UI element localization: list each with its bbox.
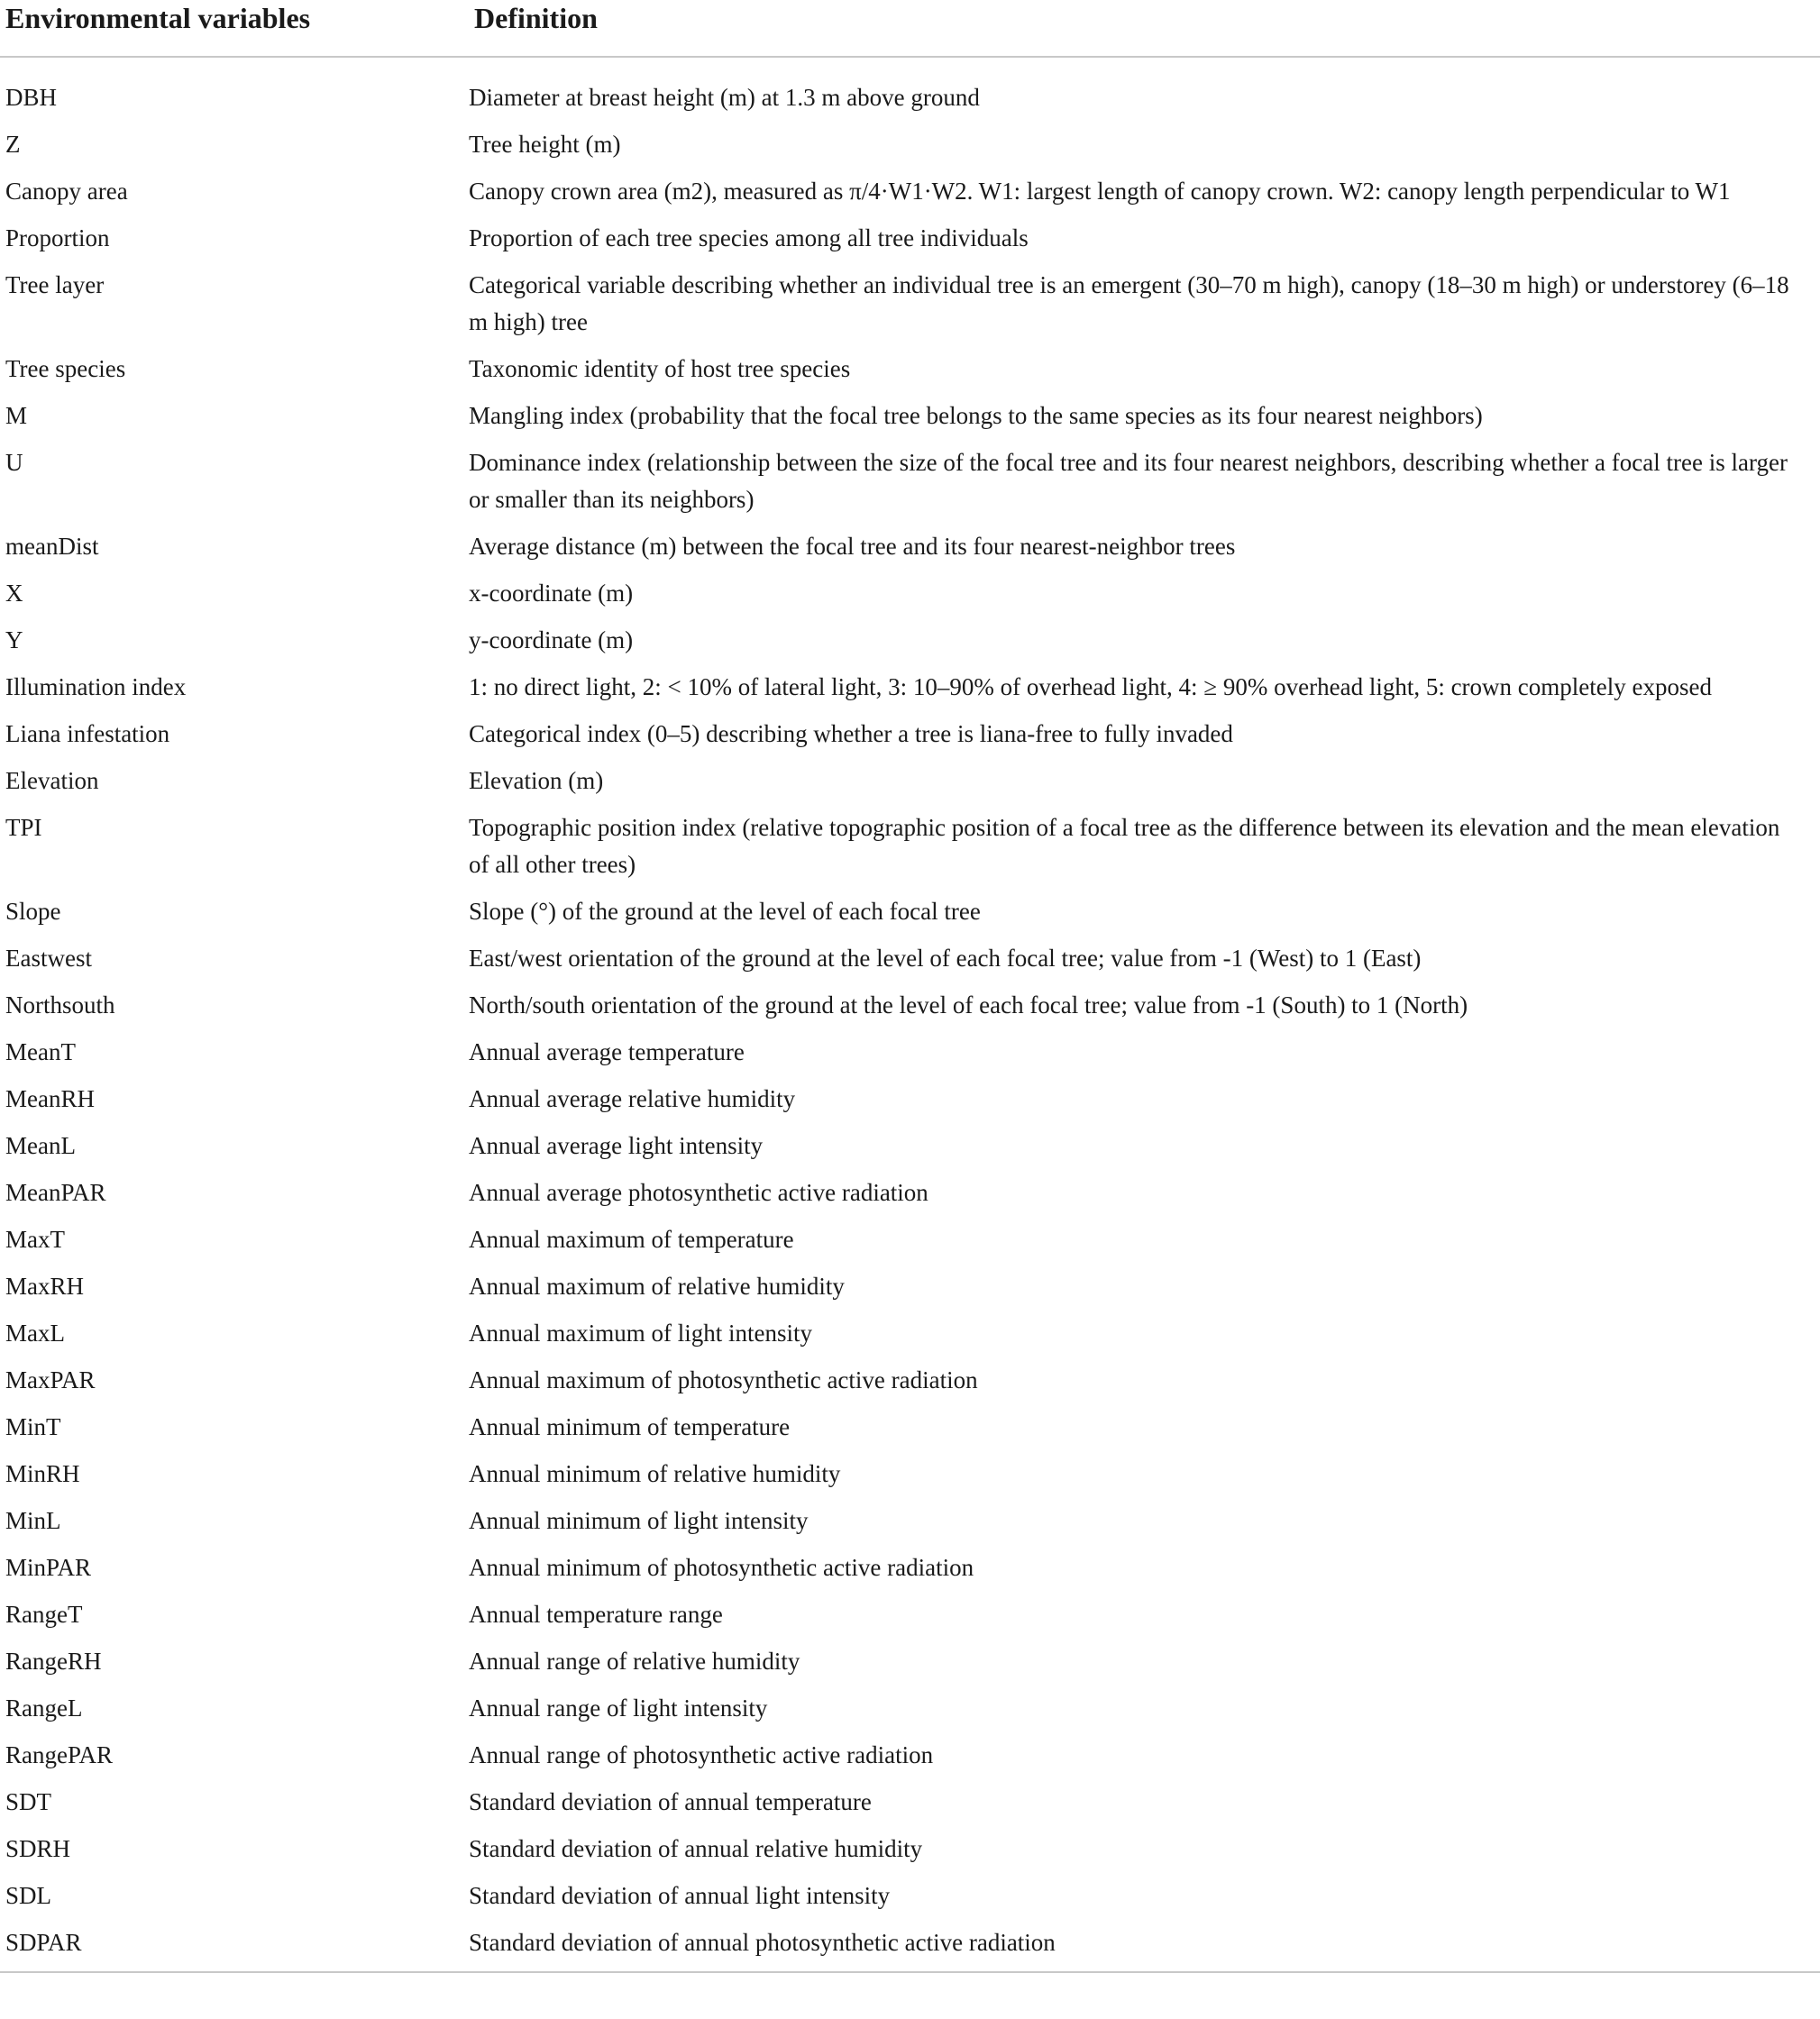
variable-name-cell: SDPAR (5, 1929, 82, 1956)
table-row (0, 575, 1820, 622)
variable-name-cell: MeanT (5, 1038, 76, 1065)
variable-name-cell: MeanL (5, 1132, 76, 1159)
header-environmental-variables: Environmental variables (5, 2, 311, 34)
bottom-rule (0, 1972, 1820, 1982)
variable-name-cell: TPI (5, 814, 42, 841)
table-row (0, 1596, 1820, 1643)
table-row (0, 444, 1820, 528)
definition-cell: Annual minimum of light intensity (469, 1507, 809, 1534)
definition-cell: East/west orientation of the ground at the level of each focal tree; value from -1 (West) to 1 (East) (469, 945, 1422, 972)
table-row (0, 1128, 1820, 1174)
definition-cell: Proportion of each tree species among all tree individuals (469, 224, 1029, 251)
table-row (0, 528, 1820, 575)
variable-name-cell: Elevation (5, 767, 99, 794)
variable-name-cell: DBH (5, 84, 58, 111)
variable-name-cell: RangeL (5, 1695, 83, 1722)
table-row (0, 1362, 1820, 1409)
table-row (0, 173, 1820, 220)
variable-name-cell: U (5, 449, 23, 476)
variable-name-cell: Tree species (5, 355, 126, 382)
definition-cell: Standard deviation of annual light intensity (469, 1882, 891, 1909)
variable-name-cell: MinPAR (5, 1554, 92, 1581)
table-row (0, 1174, 1820, 1221)
table-row (0, 1643, 1820, 1690)
table-row (0, 351, 1820, 397)
variable-name-cell: Y (5, 626, 23, 653)
variable-name-cell: Z (5, 131, 21, 158)
table-body (0, 57, 1820, 1972)
definition-cell: Annual average light intensity (469, 1132, 764, 1159)
table-row (0, 1831, 1820, 1877)
definition-cell: Annual maximum of light intensity (469, 1320, 812, 1347)
variable-name-cell: RangePAR (5, 1741, 114, 1768)
table-row (0, 397, 1820, 444)
table-row (0, 57, 1820, 126)
definition-cell: Annual range of photosynthetic active radiation (469, 1741, 934, 1768)
definition-cell: Categorical index (0–5) describing whether a tree is liana-free to fully invaded (469, 720, 1233, 747)
table-header (0, 0, 1820, 57)
table-row (0, 987, 1820, 1034)
table-row (0, 763, 1820, 809)
table-row (0, 716, 1820, 763)
footer-rule (0, 1972, 1820, 1982)
definition-cell: Annual range of light intensity (469, 1695, 768, 1722)
table-row (0, 1268, 1820, 1315)
definition-cell: Standard deviation of annual temperature (469, 1788, 872, 1815)
definition-cell: Elevation (m) (469, 767, 604, 794)
variable-name-cell: M (5, 402, 28, 429)
definition-cell: Diameter at breast height (m) at 1.3 m above ground (469, 84, 980, 111)
definition-cell: Annual minimum of photosynthetic active radiation (469, 1554, 974, 1581)
table-row (0, 1456, 1820, 1503)
variable-name-cell: MinT (5, 1413, 61, 1440)
table-row (0, 669, 1820, 716)
variable-name-cell: MaxPAR (5, 1366, 96, 1393)
variable-name-cell: Illumination index (5, 673, 187, 700)
definition-cell: North/south orientation of the ground at the level of each focal tree; value from -1 (South) to 1 (North) (469, 991, 1468, 1019)
variable-name-cell: Canopy area (5, 178, 128, 205)
definition-cell: Annual temperature range (469, 1601, 723, 1628)
variable-name-cell: Slope (5, 898, 61, 925)
definition-cell: Standard deviation of annual relative humidity (469, 1835, 923, 1862)
table-row (0, 1877, 1820, 1924)
variable-name-cell: meanDist (5, 533, 99, 560)
table-row (0, 1784, 1820, 1831)
variable-name-cell: MeanPAR (5, 1179, 106, 1206)
definition-cell: Annual minimum of relative humidity (469, 1460, 841, 1487)
variable-name-cell: MaxRH (5, 1273, 84, 1300)
table-row (0, 940, 1820, 987)
variable-name-cell: Liana infestation (5, 720, 170, 747)
variable-name-cell: Proportion (5, 224, 110, 251)
table-row (0, 126, 1820, 173)
definition-cell: Mangling index (probability that the focal tree belongs to the same species as its four nearest neighbors) (469, 402, 1483, 429)
variable-name-cell: RangeRH (5, 1648, 102, 1675)
definition-cell: 1: no direct light, 2: < 10% of lateral light, 3: 10–90% of overhead light, 4: ≥ 90% overhead light, 5: crown completely exposed (469, 673, 1712, 700)
definition-cell: Canopy crown area (m2), measured as π/4·W1·W2. W1: largest length of canopy crown. W2: canopy length perpendicular to W1 (469, 178, 1731, 205)
header-definition: Definition (474, 2, 598, 34)
definition-cell: Annual maximum of photosynthetic active radiation (469, 1366, 978, 1393)
definition-cell: Annual range of relative humidity (469, 1648, 800, 1675)
variable-name-cell: RangeT (5, 1601, 83, 1628)
definition-cell: Annual average photosynthetic active radiation (469, 1179, 928, 1206)
variable-name-cell: Northsouth (5, 991, 115, 1019)
table-row (0, 1549, 1820, 1596)
variable-name-cell: MeanRH (5, 1085, 95, 1112)
definition-cell: x-coordinate (m) (469, 580, 634, 607)
table-row (0, 809, 1820, 893)
header-row (0, 0, 1820, 57)
variable-name-cell: MaxT (5, 1226, 65, 1253)
table-row (0, 1034, 1820, 1081)
definition-cell: Average distance (m) between the focal tree and its four nearest-neighbor trees (469, 533, 1236, 560)
table-row (0, 1924, 1820, 1972)
table-row (0, 1737, 1820, 1784)
definition-cell: Categorical variable describing whether an individual tree is an emergent (30–70 m high), canopy (18–30 m high) or understorey (6–18 m high) tree (469, 271, 1789, 335)
variable-name-cell: X (5, 580, 23, 607)
definition-cell: Tree height (m) (469, 131, 621, 158)
table-row (0, 1503, 1820, 1549)
table-row (0, 1081, 1820, 1128)
table-row (0, 1409, 1820, 1456)
table-row (0, 622, 1820, 669)
table-row (0, 267, 1820, 351)
table-footer (0, 1972, 1820, 1982)
variable-name-cell: SDL (5, 1882, 52, 1909)
definition-cell: y-coordinate (m) (469, 626, 634, 653)
definition-cell: Taxonomic identity of host tree species (469, 355, 851, 382)
table-row (0, 1690, 1820, 1737)
variable-name-cell: SDT (5, 1788, 52, 1815)
definition-cell: Annual average relative humidity (469, 1085, 796, 1112)
definition-cell: Annual minimum of temperature (469, 1413, 791, 1440)
variable-name-cell: MaxL (5, 1320, 65, 1347)
table-row (0, 1315, 1820, 1362)
variable-name-cell: MinRH (5, 1460, 80, 1487)
definition-cell: Annual maximum of relative humidity (469, 1273, 845, 1300)
definition-cell: Annual maximum of temperature (469, 1226, 794, 1253)
variable-name-cell: MinL (5, 1507, 61, 1534)
table-row (0, 893, 1820, 940)
definition-cell: Slope (°) of the ground at the level of each focal tree (469, 898, 981, 925)
variable-name-cell: Tree layer (5, 271, 105, 298)
definition-cell: Topographic position index (relative topographic position of a focal tree as the difference between its elevation and the mean elevation of all other trees) (469, 814, 1780, 878)
variable-name-cell: Eastwest (5, 945, 92, 972)
definition-cell: Dominance index (relationship between the size of the focal tree and its four nearest neighbors, describing whether a focal tree is larger or smaller than its neighbors) (469, 449, 1788, 513)
table-row (0, 220, 1820, 267)
definition-cell: Annual average temperature (469, 1038, 745, 1065)
table-row (0, 1221, 1820, 1268)
definition-cell: Standard deviation of annual photosynthetic active radiation (469, 1929, 1056, 1956)
variable-name-cell: SDRH (5, 1835, 71, 1862)
